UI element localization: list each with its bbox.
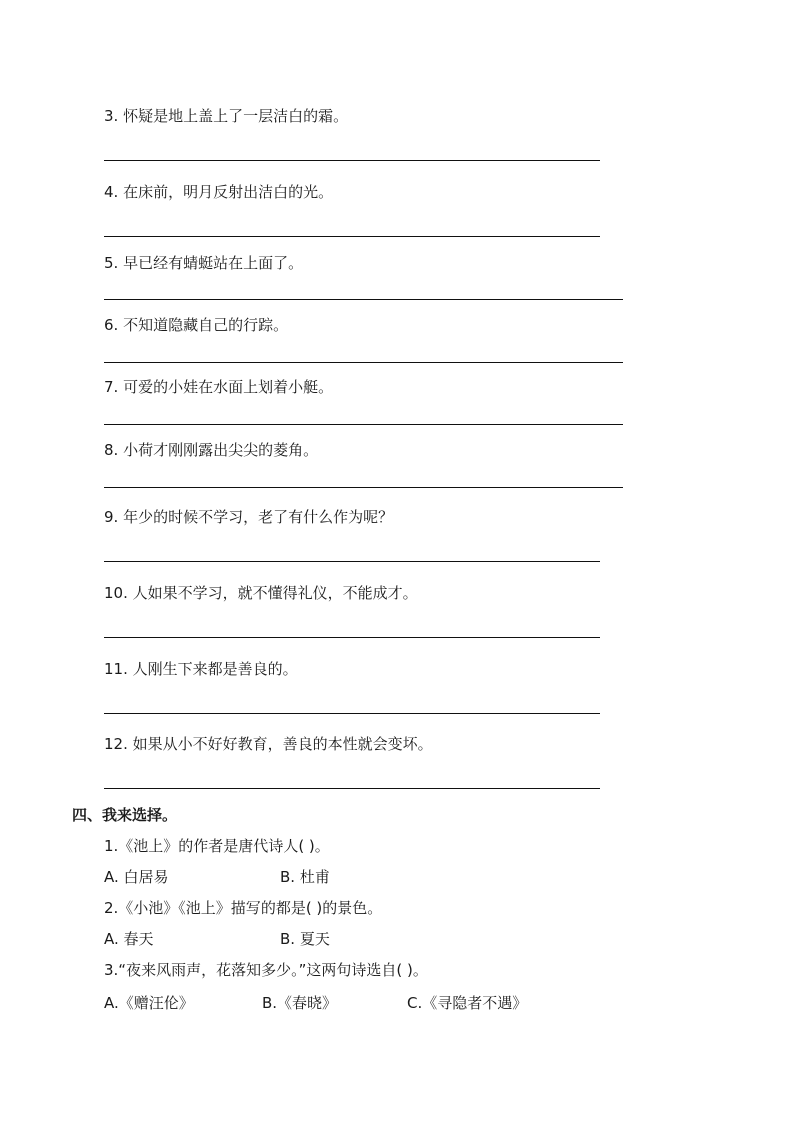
choice-option-3a[interactable]: A.《赠汪伦》 (104, 994, 194, 1012)
question-7: 7. 可爱的小娃在水面上划着小艇。 (104, 378, 334, 396)
choice-option-1a[interactable]: A. 白居易 (104, 868, 169, 886)
answer-line-5[interactable] (104, 299, 623, 300)
choice-option-3c[interactable]: C.《寻隐者不遇》 (407, 994, 528, 1012)
question-3: 3. 怀疑是地上盖上了一层洁白的霜。 (104, 107, 349, 125)
answer-line-7[interactable] (104, 424, 623, 425)
answer-line-3[interactable] (104, 160, 600, 161)
question-10: 10. 人如果不学习，就不懂得礼仪，不能成才。 (104, 584, 418, 602)
choice-option-3b[interactable]: B.《春晓》 (262, 994, 338, 1012)
answer-line-6[interactable] (104, 362, 623, 363)
section-title-choice: 四、我来选择。 (72, 806, 178, 824)
choice-option-2a[interactable]: A. 春天 (104, 930, 154, 948)
question-8: 8. 小荷才刚刚露出尖尖的菱角。 (104, 441, 319, 459)
question-5: 5. 早已经有蜻蜓站在上面了。 (104, 254, 304, 272)
answer-line-9[interactable] (104, 561, 600, 562)
question-6: 6. 不知道隐藏自己的行踪。 (104, 316, 289, 334)
question-12: 12. 如果从小不好好教育，善良的本性就会变坏。 (104, 735, 433, 753)
question-4: 4. 在床前，明月反射出洁白的光。 (104, 183, 334, 201)
choice-question-2: 2.《小池》《池上》描写的都是( )的景色。 (104, 899, 383, 917)
answer-line-4[interactable] (104, 236, 600, 237)
answer-line-10[interactable] (104, 637, 600, 638)
choice-question-1: 1.《池上》的作者是唐代诗人( )。 (104, 837, 330, 855)
choice-option-1b[interactable]: B. 杜甫 (280, 868, 330, 886)
choice-option-2b[interactable]: B. 夏天 (280, 930, 330, 948)
question-11: 11. 人刚生下来都是善良的。 (104, 660, 298, 678)
answer-line-11[interactable] (104, 713, 600, 714)
question-9: 9. 年少的时候不学习，老了有什么作为呢？ (104, 508, 394, 526)
answer-line-12[interactable] (104, 788, 600, 789)
answer-line-8[interactable] (104, 487, 623, 488)
choice-question-3: 3.“夜来风雨声，花落知多少。”这两句诗选自( )。 (104, 961, 428, 979)
